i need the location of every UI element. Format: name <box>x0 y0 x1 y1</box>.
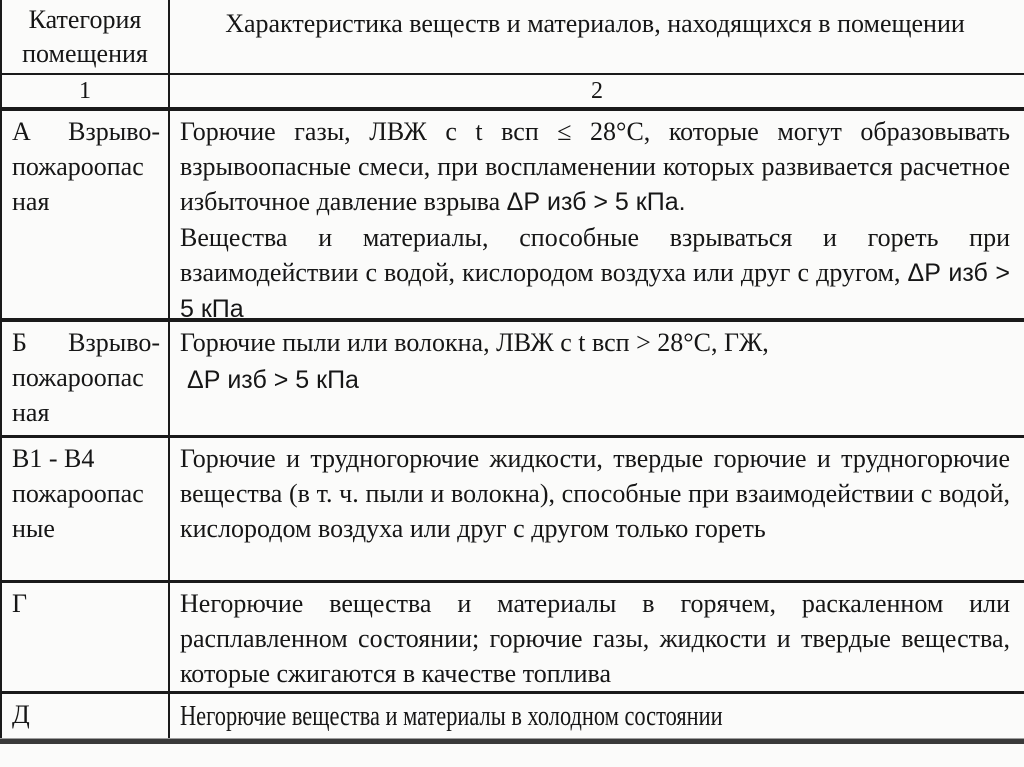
description-paragraph: Вещества и материалы, способные взрываться и гореть при взаимодействии с водой, кислородом воздуха или друг с другом, ΔР изб > 5 кПа <box>180 223 1010 323</box>
table-row-category-v1-v4 <box>2 438 1024 583</box>
description-cell <box>170 111 1024 323</box>
category-word-part: ная <box>12 187 50 216</box>
column-number-1: 1 <box>2 75 170 107</box>
pressure-formula: ΔР изб > 5 кПа <box>180 259 1010 323</box>
table-row-category-b <box>2 322 1024 438</box>
category-cell <box>2 111 170 318</box>
category-letter: В1 - В4 <box>12 444 95 473</box>
category-word-part: пожароопас <box>12 479 144 508</box>
description-cell <box>170 438 1024 580</box>
header-characteristic-label: Характеристика веществ и материалов, находящихся в помещении <box>225 9 965 38</box>
table-row-category-g <box>2 583 1024 694</box>
description-paragraph: Горючие и трудногорючие жидкости, твердые горючие и трудногорючие вещества (в т. ч. пыли и волокна), способные при взаимодействии с водой, кислородом воздуха или друг с другом только гореть <box>180 444 1010 543</box>
description-cell <box>170 322 1024 435</box>
category-word-part: Взрыво- <box>68 117 160 146</box>
category-cell <box>2 583 170 691</box>
table-row-category-d <box>2 694 1024 738</box>
category-cell <box>2 694 170 738</box>
description-line: Горючие пыли или волокна, ЛВЖ с t всп > 28°С, ГЖ, <box>180 328 769 357</box>
header-category-label: Категория помещения <box>22 4 148 68</box>
description-cell <box>170 694 1024 738</box>
category-word-part: ные <box>12 514 55 543</box>
category-word-part: пожароопас <box>12 363 144 392</box>
table-header-row <box>2 0 1024 75</box>
category-letter: А <box>12 117 31 146</box>
pressure-formula: ΔР изб > 5 кПа <box>187 366 359 394</box>
category-letter: Г <box>12 589 28 618</box>
description-paragraph: Горючие газы, ЛВЖ с t всп ≤ 28°С, которые могут образовывать взрывоопасные смеси, при воспламенении которых развивается расчетное избыточное давление взрыва ΔР изб > 5 кПа. <box>180 117 1010 216</box>
category-word-part: ная <box>12 398 50 427</box>
column-number-2: 2 <box>591 77 603 104</box>
category-word-part: пожароопас <box>12 152 144 181</box>
category-letter: Д <box>12 700 30 729</box>
header-category-cell <box>2 0 170 73</box>
column-number-row <box>2 75 1024 111</box>
pressure-formula: ΔР изб > 5 кПа. <box>506 188 686 216</box>
category-word-part: Взрыво- <box>68 328 160 357</box>
category-letter: Б <box>12 328 27 357</box>
bottom-border-bar <box>0 738 1024 744</box>
description-cell <box>170 583 1024 691</box>
description-paragraph: Негорючие вещества и материалы в горячем, раскаленном или расплавленном состоянии; горючие газы, жидкости и твердые вещества, которые сжигаются в качестве топлива <box>180 589 1010 688</box>
category-cell <box>2 438 170 580</box>
description-line: Негорючие вещества и материалы в холодном состоянии <box>180 700 723 732</box>
table-row-category-a <box>2 111 1024 322</box>
category-cell <box>2 322 170 435</box>
header-characteristic-cell <box>170 0 1024 73</box>
